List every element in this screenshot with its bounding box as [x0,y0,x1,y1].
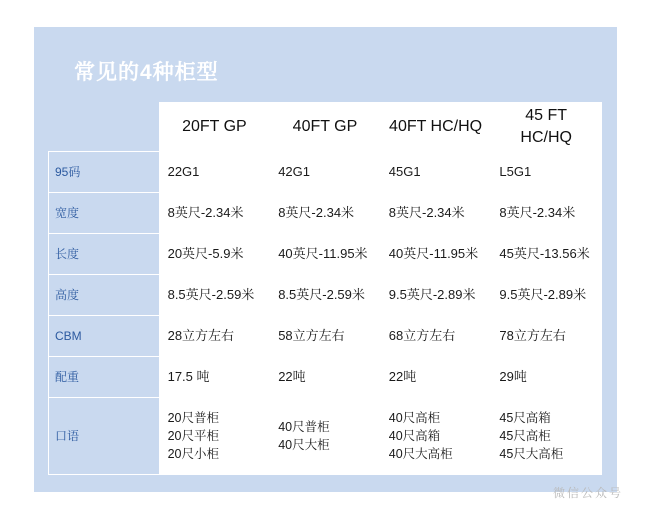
table-row [49,193,602,234]
table-header-row [49,103,602,152]
table-row [49,152,602,193]
cell-line: 45尺高箱 [499,410,551,425]
column-header-45ft-hc: 45 FT HC/HQ [491,103,602,152]
table-cell [491,398,602,475]
card-title-bar [48,40,603,102]
table-cell: 29吨 [491,357,602,398]
cell-line: 40尺大柜 [278,438,330,452]
table-cell: 22吨 [380,357,491,398]
table-cell [380,398,491,475]
row-label-length: 长度 [49,234,160,275]
table-cell: 8英尺-2.34米 [159,193,270,234]
container-type-table [48,102,602,475]
table-cell: 40英尺-11.95米 [380,234,491,275]
table-cell [159,398,270,475]
cell-line: 45尺大高柜 [499,447,564,462]
table-cell: 9.5英尺-2.89米 [380,275,491,316]
cell-line: 40尺大高柜 [388,447,453,462]
table-row [49,316,602,357]
column-header-20ft-gp: 20FT GP [159,103,270,152]
container-type-card [34,27,617,492]
cell-line: 20尺小柜 [167,447,219,462]
cell-line: 20尺普柜 [167,410,219,425]
table-cell: 8英尺-2.34米 [491,193,602,234]
table-cell: 58立方左右 [270,316,381,357]
row-label-95code: 95码 [49,152,160,193]
table-cell: 78立方左右 [491,316,602,357]
table-body [49,103,602,475]
table-cell: 22吨 [270,357,381,398]
table-cell: 28立方左右 [159,316,270,357]
row-label-payload: 配重 [49,357,160,398]
column-header-40ft-hc: 40FT HC/HQ [380,103,491,152]
table-corner-cell [49,103,160,152]
table-row [49,357,602,398]
table-cell: 40英尺-11.95米 [270,234,381,275]
column-header-40ft-gp: 40FT GP [270,103,381,152]
table-cell: L5G1 [491,152,602,193]
table-cell: 8英尺-2.34米 [380,193,491,234]
table-cell: 8英尺-2.34米 [270,193,381,234]
table-cell: 9.5英尺-2.89米 [491,275,602,316]
cell-line: 20尺平柜 [167,428,219,443]
table-cell: 20英尺-5.9米 [159,234,270,275]
page-title: 常见的4种柜型 [74,61,219,84]
row-label-width: 宽度 [49,193,160,234]
table-row [49,398,602,475]
table-cell: 8.5英尺-2.59米 [270,275,381,316]
cell-line: 40尺普柜 [278,419,330,434]
table-cell: 8.5英尺-2.59米 [159,275,270,316]
table-cell: 45G1 [380,152,491,193]
table-row [49,275,602,316]
cell-line: 45尺高柜 [499,428,551,443]
table-cell: 68立方左右 [380,316,491,357]
watermark-text: 微信公众号 [552,486,623,500]
table-row [49,234,602,275]
table-cell: 45英尺-13.56米 [491,234,602,275]
row-label-cbm: CBM [49,316,160,357]
row-label-colloquial: 口语 [49,398,160,475]
table-cell [270,398,381,475]
table-cell: 22G1 [159,152,270,193]
row-label-height: 高度 [49,275,160,316]
table-cell: 42G1 [270,152,381,193]
table-cell: 17.5 吨 [159,357,270,398]
cell-line: 40尺高箱 [388,428,441,443]
cell-line: 40尺高柜 [388,410,441,425]
